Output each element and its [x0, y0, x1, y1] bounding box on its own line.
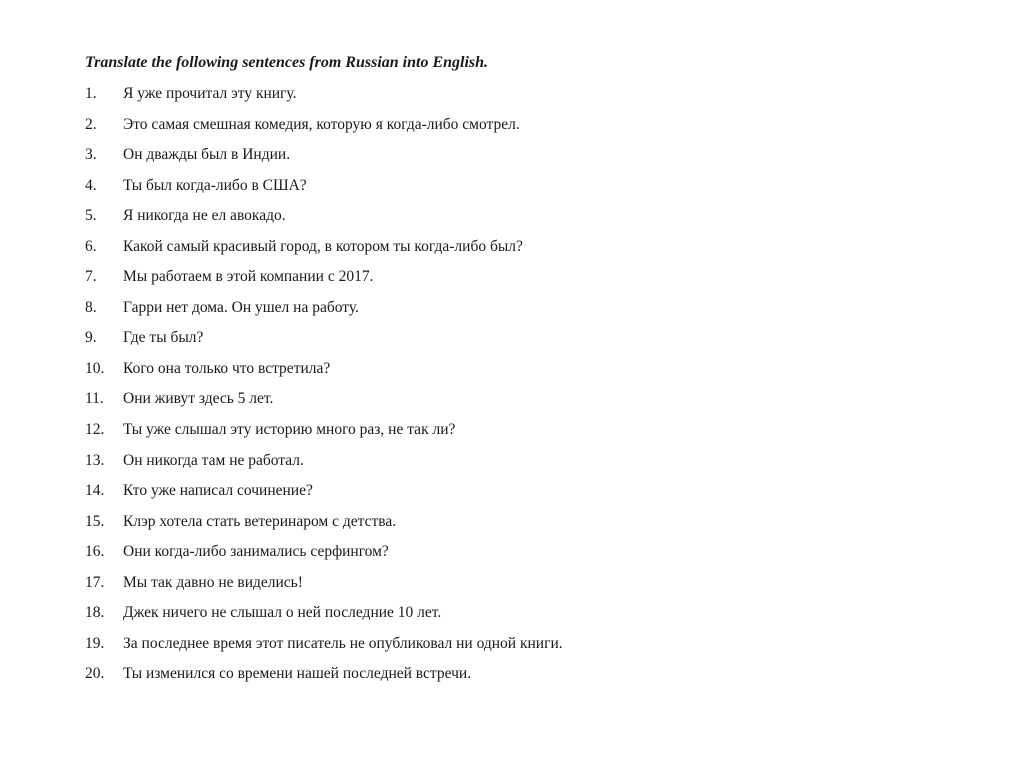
- list-item: [85, 512, 563, 543]
- item-text: За последнее время этот писатель не опубликовал ни одной книги.: [123, 634, 563, 652]
- item-text: Он дважды был в Индии.: [123, 146, 291, 164]
- item-text: Кто уже написал сочинение?: [123, 482, 313, 500]
- exercise-title: Translate the following sentences from Russian into English.: [85, 54, 489, 71]
- item-number: 15.: [85, 512, 105, 530]
- item-text: Ты был когда-либо в США?: [123, 176, 307, 194]
- item-number: 19.: [85, 634, 105, 652]
- item-text: Они когда-либо занимались серфингом?: [123, 543, 389, 561]
- item-number: 9.: [85, 329, 97, 347]
- item-number: 5.: [85, 207, 97, 225]
- list-item: [85, 84, 563, 115]
- list-item: [85, 237, 563, 268]
- item-text: Ты уже слышал эту историю много раз, не так ли?: [123, 421, 456, 439]
- list-item: [85, 603, 563, 634]
- list-item: [85, 420, 563, 451]
- list-item: [85, 542, 563, 573]
- list-item: [85, 328, 563, 359]
- sentence-list: [85, 84, 563, 695]
- item-text: Джек ничего не слышал о ней последние 10 лет.: [123, 604, 442, 622]
- item-number: 16.: [85, 543, 105, 561]
- list-item: [85, 389, 563, 420]
- item-number: 10.: [85, 359, 105, 377]
- item-text: Он никогда там не работал.: [123, 451, 304, 469]
- item-text: Они живут здесь 5 лет.: [123, 390, 274, 408]
- list-item: [85, 145, 563, 176]
- item-text: Ты изменился со времени нашей последней встречи.: [123, 665, 472, 683]
- list-item: [85, 481, 563, 512]
- item-text: Это самая смешная комедия, которую я когда-либо смотрел.: [123, 115, 520, 133]
- item-number: 14.: [85, 482, 105, 500]
- list-item: [85, 359, 563, 390]
- item-number: 7.: [85, 268, 97, 286]
- item-text: Я никогда не ел авокадо.: [123, 207, 286, 225]
- item-text: Кого она только что встретила?: [123, 359, 331, 377]
- item-number: 13.: [85, 451, 105, 469]
- item-text: Где ты был?: [123, 329, 204, 347]
- item-number: 3.: [85, 146, 97, 164]
- item-number: 12.: [85, 421, 105, 439]
- item-number: 11.: [85, 390, 104, 408]
- item-number: 8.: [85, 298, 97, 316]
- item-number: 17.: [85, 573, 105, 591]
- item-number: 2.: [85, 115, 97, 133]
- item-text: Я уже прочитал эту книгу.: [123, 85, 297, 102]
- item-text: Мы работаем в этой компании с 2017.: [123, 268, 374, 286]
- item-text: Гарри нет дома. Он ушел на работу.: [123, 298, 359, 316]
- item-text: Какой самый красивый город, в котором ты когда-либо был?: [123, 237, 523, 255]
- item-number: 18.: [85, 604, 105, 622]
- list-item: [85, 115, 563, 146]
- list-item: [85, 267, 563, 298]
- item-number: 6.: [85, 237, 97, 255]
- item-text: Клэр хотела стать ветеринаром с детства.: [123, 512, 397, 530]
- list-item: [85, 206, 563, 237]
- item-text: Мы так давно не виделись!: [123, 573, 303, 591]
- list-item: [85, 573, 563, 604]
- list-item: [85, 634, 563, 665]
- list-item: [85, 298, 563, 329]
- item-number: 4.: [85, 176, 97, 194]
- list-item: [85, 664, 563, 695]
- item-number: 20.: [85, 665, 105, 683]
- item-number: 1.: [85, 85, 97, 102]
- list-item: [85, 451, 563, 482]
- list-item: [85, 176, 563, 207]
